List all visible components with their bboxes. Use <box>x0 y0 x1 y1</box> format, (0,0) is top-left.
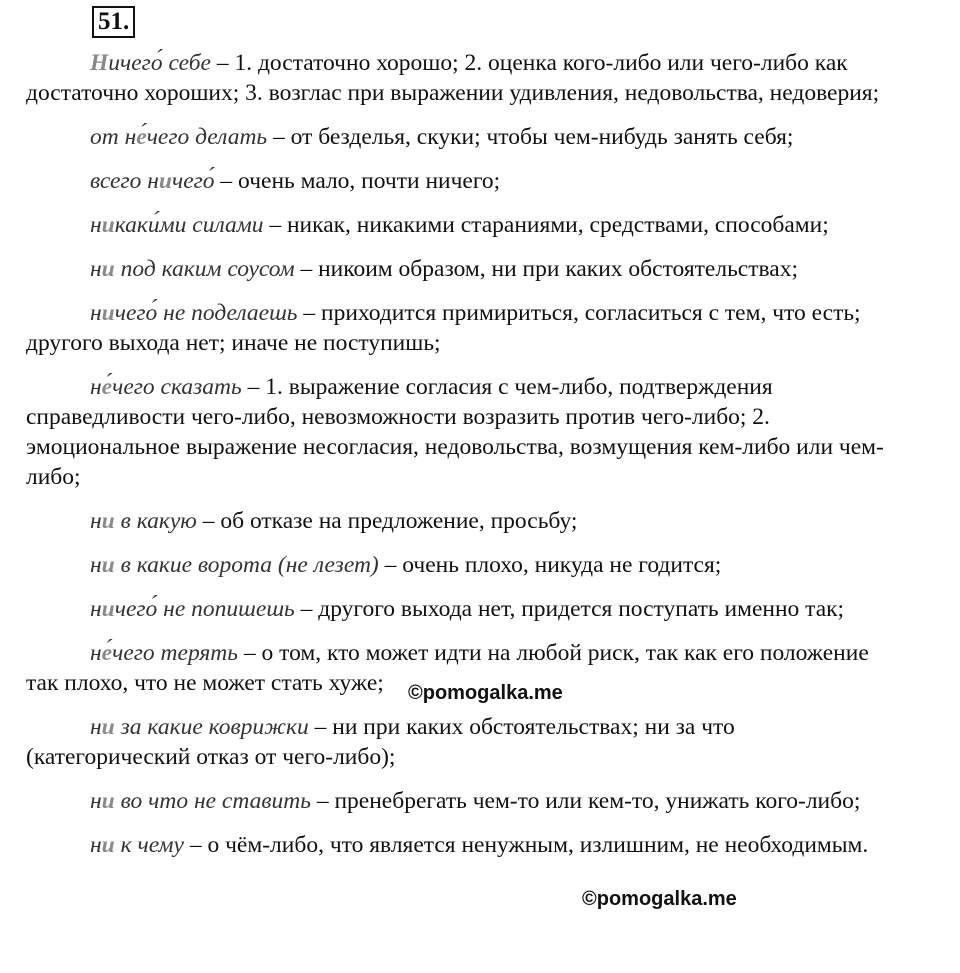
phrase <box>90 832 184 858</box>
phrase-part: ́чего делать <box>146 124 268 150</box>
definition: – очень плохо, никуда не годится; <box>378 552 722 578</box>
phrase-part: н <box>90 212 102 238</box>
phrase-part: н <box>90 256 102 282</box>
highlighted-vowel: и <box>101 508 115 534</box>
phrase-entry <box>26 48 898 108</box>
phrase-part: каки́ми силами <box>114 212 264 238</box>
highlighted-vowel: и <box>101 552 115 578</box>
definition: – другого выхода нет, придется поступать именно так; <box>294 596 845 622</box>
phrase-entry <box>26 166 898 196</box>
highlighted-vowel: и <box>101 300 115 326</box>
phrase-part: н <box>90 552 102 578</box>
highlighted-vowel: е <box>101 640 113 666</box>
phrase-part: н <box>90 714 102 740</box>
highlighted-vowel: е <box>101 374 113 400</box>
phrase-part: в какую <box>114 508 197 534</box>
phrase-part: и <box>108 50 121 76</box>
phrase-part: н <box>90 374 102 400</box>
phrase <box>90 300 298 326</box>
definition: – от безделья, скуки; чтобы чем-нибудь занять себя; <box>267 124 794 150</box>
definition: – никоим образом, ни при каких обстоятельствах; <box>294 256 798 282</box>
highlighted-vowel: и <box>101 596 115 622</box>
phrase <box>90 50 211 76</box>
phrase-part: чего́ себе <box>120 50 211 76</box>
phrase <box>90 374 242 400</box>
phrase-entry <box>26 594 898 624</box>
phrase-entry <box>26 372 898 492</box>
phrase-entry <box>26 122 898 152</box>
phrase-part: н <box>90 508 102 534</box>
phrase-part: н <box>90 596 102 622</box>
definition: – приходится примириться, согласиться с тем, что есть; другого выхода нет; иначе не поступишь; <box>26 300 861 356</box>
phrase-part: ́чего сказать <box>112 374 242 400</box>
phrase-part: чего́ не поделаешь <box>114 300 298 326</box>
highlighted-vowel: е <box>136 124 147 150</box>
highlighted-vowel: Н <box>90 50 109 76</box>
phrase-entry <box>26 786 898 816</box>
phrase-part: в какие ворота (не лезет) <box>114 552 379 578</box>
phrase-list <box>26 48 898 874</box>
phrase <box>90 552 379 578</box>
definition: – о том, кто может идти на любой риск, так как его положение так плохо, что не может стать хуже; <box>26 640 869 696</box>
phrase-part: под каким соусом <box>114 256 295 282</box>
phrase-entry <box>26 506 898 536</box>
highlighted-vowel: и <box>158 168 172 194</box>
watermark: ©pomogalka.me <box>582 888 737 910</box>
watermark: ©pomogalka.me <box>408 682 563 704</box>
phrase-entry <box>26 712 898 772</box>
phrase <box>90 640 238 666</box>
exercise-number: 51. <box>92 6 135 38</box>
definition: – пренебрегать чем-то или кем-то, унижать кого-либо; <box>310 788 861 814</box>
definition: – об отказе на предложение, просьбу; <box>196 508 578 534</box>
phrase <box>90 168 215 194</box>
highlighted-vowel: и <box>101 832 115 858</box>
highlighted-vowel: и <box>101 714 115 740</box>
phrase <box>90 256 295 282</box>
phrase <box>90 788 311 814</box>
phrase-entry <box>26 550 898 580</box>
highlighted-vowel: и <box>101 212 115 238</box>
phrase <box>90 596 295 622</box>
phrase-part: к чему <box>114 832 184 858</box>
phrase-part: н <box>90 788 102 814</box>
phrase-part: всего н <box>90 168 159 194</box>
highlighted-vowel: и <box>101 256 115 282</box>
definition: – никак, никакими стараниями, средствами, способами; <box>263 212 829 238</box>
phrase-part: во что не ставить <box>114 788 311 814</box>
phrase-part: н <box>90 300 102 326</box>
phrase-part: от н <box>90 124 137 150</box>
phrase <box>90 212 263 238</box>
definition: – 1. достаточно хорошо; 2. оценка кого-либо или чего-либо как достаточно хороших; 3. возглас при выражении удивления, недовольства, недоверия; <box>26 50 880 106</box>
phrase <box>90 714 309 740</box>
phrase-part: чего́ не попишешь <box>114 596 295 622</box>
phrase-entry <box>26 210 898 240</box>
phrase-part: ́чего терять <box>112 640 238 666</box>
phrase-entry <box>26 298 898 358</box>
phrase-entry <box>26 830 898 860</box>
definition: – ни при каких обстоятельствах; ни за что (категорический отказ от чего-либо); <box>26 714 735 770</box>
phrase <box>90 508 197 534</box>
phrase-part: чего́ <box>171 168 215 194</box>
definition: – 1. выражение согласия с чем-либо, подтверждения справедливости чего-либо, невозможности возразить против чего-либо; 2. эмоциональное выражение несогласия, недовольства, возмущения кем-либо или чем-либо; <box>26 374 884 490</box>
phrase-part: за какие коврижки <box>114 714 309 740</box>
definition: – о чём-либо, что является ненужным, излишним, не необходимым. <box>183 832 869 858</box>
phrase-entry <box>26 254 898 284</box>
phrase <box>90 124 267 150</box>
highlighted-vowel: и <box>101 788 115 814</box>
definition: – очень мало, почти ничего; <box>214 168 501 194</box>
phrase-part: н <box>90 640 102 666</box>
phrase-part: н <box>90 832 102 858</box>
